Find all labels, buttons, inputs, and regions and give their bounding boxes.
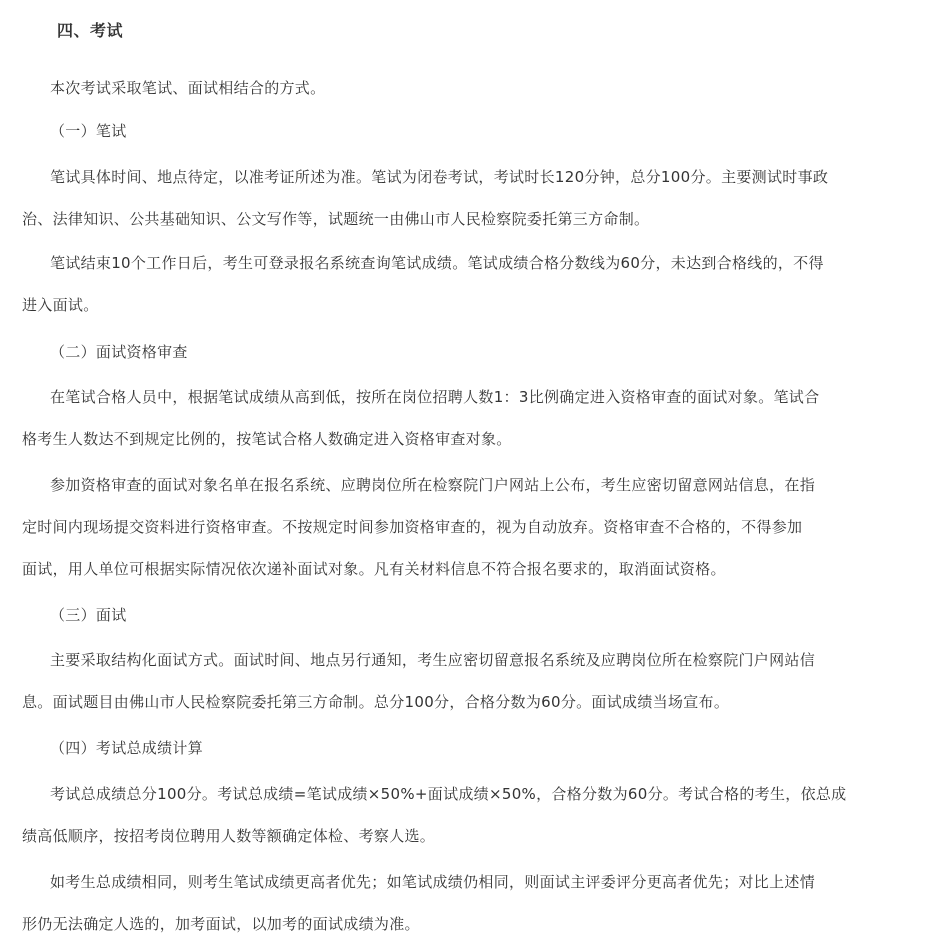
paragraph-line: 治、法律知识、公共基础知识、公文写作等，试题统一由佛山市人民检察院委托第三方命制。 [22,210,650,228]
paragraph-line: 笔试结束10个工作日后，考生可登录报名系统查询笔试成绩。笔试成绩合格分数线为60分，未达到合格线的，不得 [50,254,824,272]
paragraph-intro: 本次考试采取笔试、面试相结合的方式。 [50,79,326,97]
paragraph-line: 进入面试。 [22,296,99,314]
subheading-interview: （三）面试 [50,606,127,624]
paragraph-line: 绩高低顺序，按招考岗位聘用人数等额确定体检、考察人选。 [22,827,436,845]
section-heading: 四、考试 [57,21,124,40]
paragraph-line: 定时间内现场提交资料进行资格审查。不按规定时间参加资格审查的，视为自动放弃。资格审查不合格的，不得参加 [22,518,803,536]
subheading-written-exam: （一）笔试 [50,122,127,140]
paragraph-line: 在笔试合格人员中，根据笔试成绩从高到低，按所在岗位招聘人数1：3比例确定进入资格审查的面试对象。笔试合 [50,388,820,406]
subheading-qualification-review: （二）面试资格审查 [50,343,188,361]
paragraph-line: 如考生总成绩相同，则考生笔试成绩更高者优先；如笔试成绩仍相同，则面试主评委评分更高者优先；对比上述情 [50,873,816,891]
paragraph-line: 息。面试题目由佛山市人民检察院委托第三方命制。总分100分，合格分数为60分。面试成绩当场宣布。 [22,693,730,711]
paragraph-line: 参加资格审查的面试对象名单在报名系统、应聘岗位所在检察院门户网站上公布，考生应密切留意网站信息，在指 [50,476,816,494]
paragraph-line: 格考生人数达不到规定比例的，按笔试合格人数确定进入资格审查对象。 [22,430,512,448]
paragraph-line: 形仍无法确定人选的，加考面试，以加考的面试成绩为准。 [22,915,420,933]
subheading-total-score: （四）考试总成绩计算 [50,739,204,757]
paragraph-line: 主要采取结构化面试方式。面试时间、地点另行通知，考生应密切留意报名系统及应聘岗位所在检察院门户网站信 [50,651,816,669]
paragraph-line: 笔试具体时间、地点待定，以准考证所述为准。笔试为闭卷考试，考试时长120分钟，总分100分。主要测试时事政 [50,168,829,186]
paragraph-line: 考试总成绩总分100分。考试总成绩=笔试成绩×50%+面试成绩×50%，合格分数为60分。考试合格的考生，依总成 [50,785,847,803]
paragraph-line: 面试，用人单位可根据实际情况依次递补面试对象。凡有关材料信息不符合报名要求的，取消面试资格。 [22,560,726,578]
